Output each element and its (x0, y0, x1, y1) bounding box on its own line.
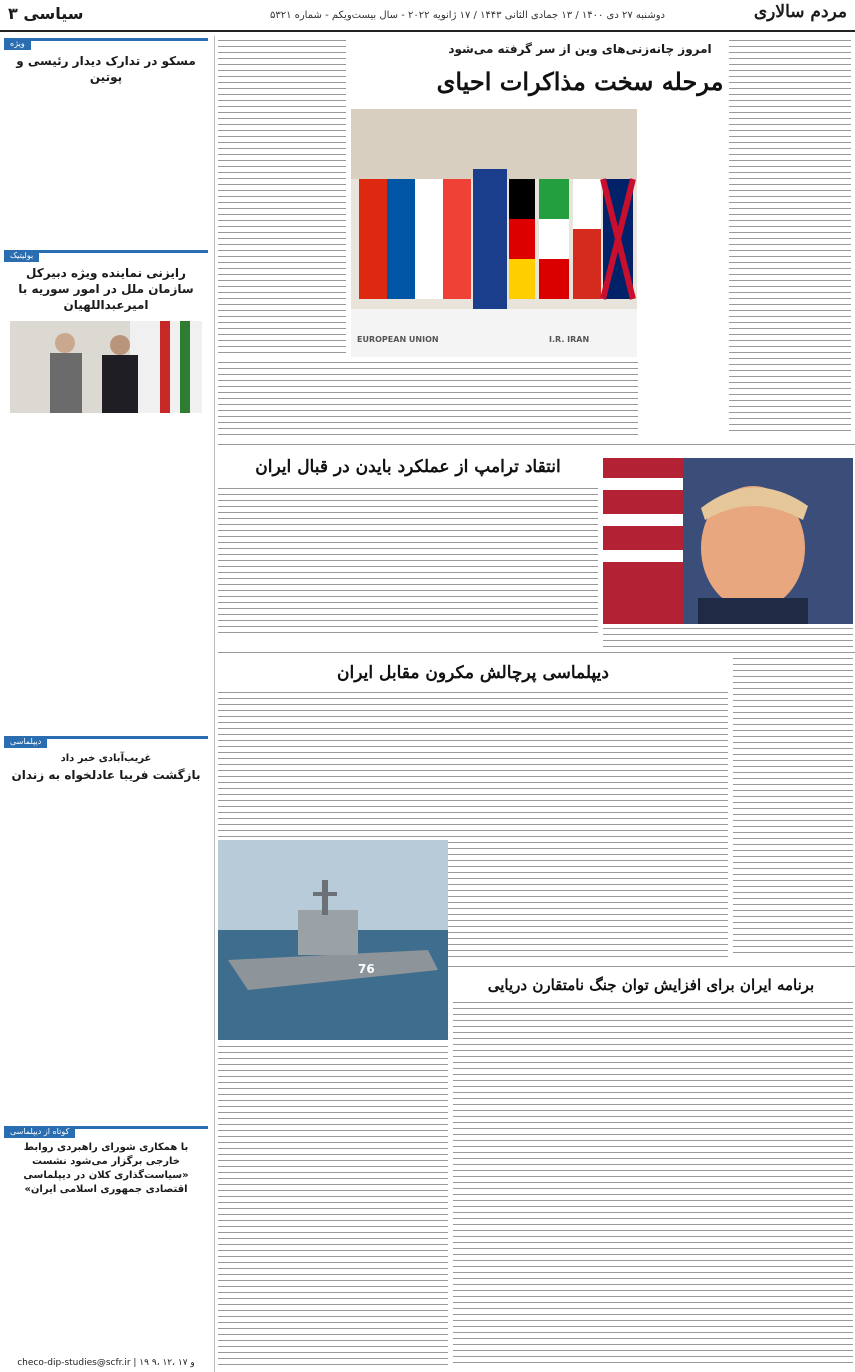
sidebar-tag: ویژه (4, 38, 31, 50)
sidebar-body-text (4, 89, 208, 249)
sidebar-box-economic-diplomacy (4, 1126, 208, 1351)
navy-article-body-right (453, 1002, 853, 1368)
column-divider (214, 36, 215, 1372)
lead-article-left-column (218, 40, 346, 356)
caption-iran: I.R. IRAN (549, 335, 590, 344)
navy-article-body-left (218, 1046, 448, 1368)
section-divider (218, 444, 855, 445)
caption-eu: EUROPEAN UNION (357, 335, 439, 344)
lead-article-right-column (729, 40, 851, 435)
warship-photo (218, 840, 448, 1040)
sidebar-tag: کوتاه از دیپلماسی (4, 1126, 75, 1138)
newspaper-logo: مردم سالاری (753, 2, 847, 22)
trump-photo (603, 458, 853, 624)
lead-article-body (218, 362, 638, 436)
trump-article-body (218, 488, 598, 638)
main-content (218, 36, 855, 1372)
sidebar-body-text (4, 787, 208, 1097)
diplomats-handshake-photo (10, 321, 202, 413)
left-sidebar (0, 36, 212, 1372)
sidebar-headline: بازگشت فریبا عادلخواه به زندان (11, 768, 201, 782)
lead-kicker: امروز چانه‌زنی‌های وین از سر گرفته می‌شود (448, 42, 712, 56)
lead-headline: مرحله سخت مذاکرات احیای (436, 67, 724, 96)
sidebar-tag: دیپلماسی (4, 736, 47, 748)
hull-number: 76 (358, 962, 375, 976)
left-column-continued (733, 658, 853, 958)
sidebar-body-text (4, 417, 208, 737)
section-divider (218, 652, 855, 653)
trump-photo-caption (603, 628, 853, 648)
trump-headline: انتقاد ترامپ از عملکرد بایدن در قبال ایران (255, 457, 561, 477)
sidebar-tag: بولیتیک (4, 250, 39, 262)
navy-headline: برنامه ایران برای افزایش توان جنگ نامتقارن دریایی (487, 976, 815, 994)
sidebar-headline: رایزنی نماینده ویژه دبیرکل سازمان ملل در امور سوریه با امیرعبداللهیان (18, 266, 194, 312)
sidebar-footer-email: checo-dip-studies@scfr.ir | ۱۹ و ۱۷ ،۱۲ ،۹ (17, 1358, 195, 1368)
sidebar-box-putin (4, 38, 208, 238)
sidebar-box-adelkhah (4, 736, 208, 1111)
handshake-illustration (10, 321, 202, 413)
section-label: سیاسی ۳ (8, 4, 84, 23)
flags-illustration (351, 109, 637, 357)
masthead (0, 0, 855, 32)
trump-portrait (603, 458, 853, 624)
issue-date-line: دوشنبه ۲۷ دی ۱۴۰۰ / ۱۳ جمادی الثانی ۱۴۴۳ / ۱۷ ژانویه ۲۰۲۲ - سال بیست‌ویکم - شماره ۵۳۲۱ (269, 10, 665, 21)
macron-headline: دیپلماسی پرچالش مکرون مقابل ایران (337, 663, 609, 683)
warship-illustration (218, 840, 448, 1040)
negotiation-flags-photo (351, 109, 637, 357)
sidebar-body-text (4, 1201, 208, 1341)
sidebar-kicker: غریب‌آبادی خبر داد (60, 753, 152, 764)
sidebar-headline: مسکو در تدارک دیدار رئیسی و پوتین (16, 54, 196, 84)
sidebar-headline: با همکاری شورای راهبردی روابط خارجی برگزار می‌شود نشست «سیاست‌گذاری کلان در دیپلماسی اقتصادی جمهوری اسلامی ایران» (23, 1142, 189, 1195)
sidebar-box-syria-envoy (4, 250, 208, 710)
